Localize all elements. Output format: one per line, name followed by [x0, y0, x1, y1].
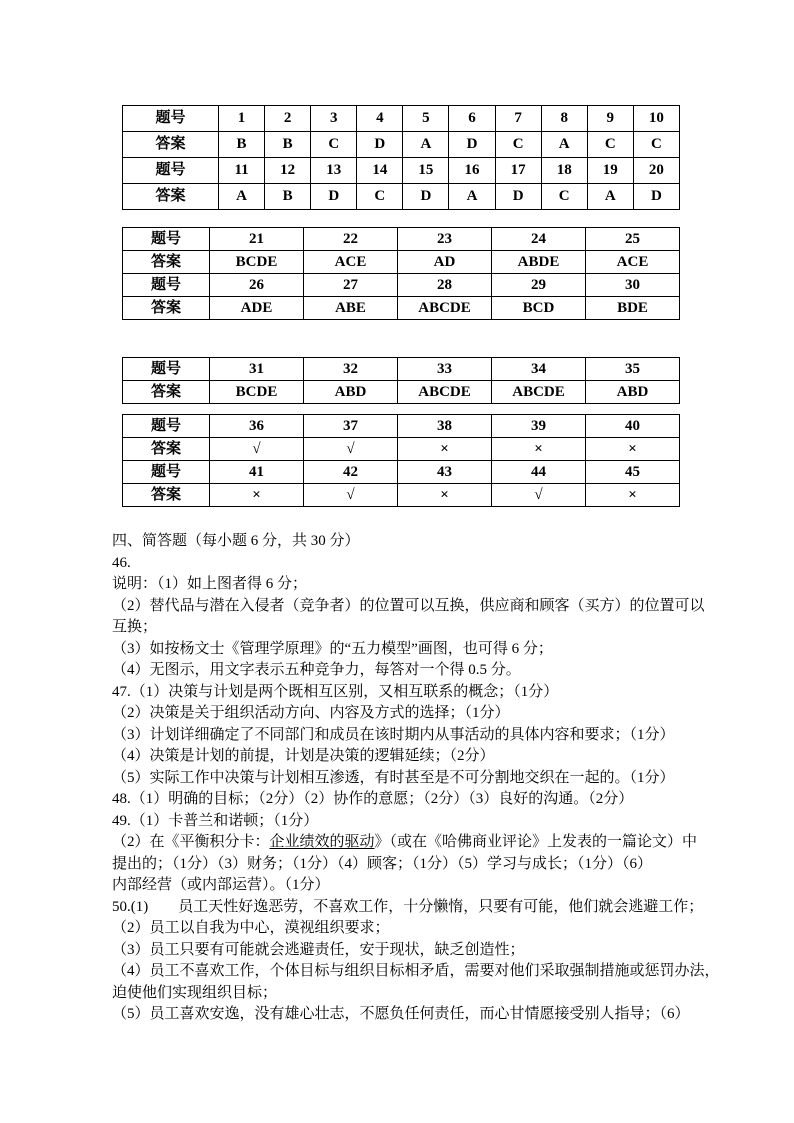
answer-cell: 31: [210, 358, 304, 381]
answer-cell: ×: [586, 484, 680, 507]
answer-table-4: [122, 414, 680, 507]
row-label: 题号: [123, 158, 219, 184]
short-answer-section: [112, 531, 720, 1026]
answer-cell: 14: [357, 158, 403, 184]
answer-tables-area: [122, 105, 680, 507]
answer-cell: D: [357, 132, 403, 158]
answer-line: （3）计划详细确定了不同部门和成员在该时期内从事活动的具体内容和要求；（1分）: [112, 726, 675, 743]
answer-cell: 44: [492, 461, 586, 484]
answer-cell: ×: [398, 484, 492, 507]
row-label: 答案: [123, 438, 210, 461]
answer-cell: 9: [587, 106, 633, 132]
answer-line: （5）实际工作中决策与计划相互渗透，有时甚至是不可分割地交织在一起的。（1分）: [112, 769, 675, 786]
table-row: [123, 461, 680, 484]
answer-cell: BCDE: [210, 381, 304, 404]
table-row: [123, 251, 680, 274]
answer-cell: 23: [398, 228, 492, 251]
answer-cell: D: [311, 184, 357, 210]
answer-cell: C: [587, 132, 633, 158]
answer-cell: 13: [311, 158, 357, 184]
answer-table-3: [122, 357, 680, 404]
answer-cell: 17: [495, 158, 541, 184]
answer-cell: C: [311, 132, 357, 158]
answer-cell: 33: [398, 358, 492, 381]
section-heading: 四、简答题（每小题 6 分，共 30 分）: [112, 533, 360, 549]
answer-line: 说明：（1）如上图者得 6 分；: [112, 576, 308, 592]
table-row: [123, 184, 680, 210]
row-label: 题号: [123, 228, 210, 251]
answer-line: [112, 832, 698, 854]
answer-cell: ×: [210, 484, 304, 507]
answer-line: （4）员工不喜欢工作，个体目标与组织目标相矛盾，需要对他们采取强制措施或惩罚办法，: [112, 963, 720, 979]
answer-cell: BDE: [586, 297, 680, 320]
answer-line: （4）无图示，用文字表示五种竞争力，每答对一个得 0.5 分。: [112, 662, 521, 678]
answer-cell: D: [633, 184, 679, 210]
answer-cell: ACE: [586, 251, 680, 274]
answer-cell: ×: [398, 438, 492, 461]
answer-line: 46.: [112, 554, 131, 571]
underlined-book-title: 企业绩效的驱动: [269, 834, 375, 850]
answer-line: 47.（1）决策与计划是两个既相互区别，又相互联系的概念；（1分）: [112, 683, 559, 700]
answer-cell: 16: [449, 158, 495, 184]
answer-cell: 12: [265, 158, 311, 184]
row-label: 题号: [123, 461, 210, 484]
answer-cell: A: [403, 132, 449, 158]
answer-cell: D: [403, 184, 449, 210]
answer-line: 迫使他们实现组织目标；: [112, 984, 278, 1001]
answer-cell: C: [541, 184, 587, 210]
row-label: 答案: [123, 184, 219, 210]
answer-cell: 39: [492, 415, 586, 438]
table-row: [123, 381, 680, 404]
answer-line: 互换；: [112, 619, 158, 635]
answer-cell: ABE: [304, 297, 398, 320]
answer-cell: 40: [586, 415, 680, 438]
answer-line: （3）如按杨文士《管理学原理》的“五力模型”画图，也可得 6 分；: [112, 640, 553, 657]
table-row: [123, 438, 680, 461]
answer-cell: 30: [586, 274, 680, 297]
answer-cell: 43: [398, 461, 492, 484]
answer-cell: ABD: [304, 381, 398, 404]
answer-cell: A: [541, 132, 587, 158]
answer-cell: 24: [492, 228, 586, 251]
row-label: 题号: [123, 274, 210, 297]
answer-line: 内部经营（或内部运营）。（1分）: [112, 877, 330, 893]
answer-cell: 38: [398, 415, 492, 438]
answer-line: 48.（1）明确的目标；（2分）（2）协作的意愿；（2分）（3）良好的沟通。（2分）: [112, 791, 634, 807]
row-label: 答案: [123, 484, 210, 507]
answer-cell: 25: [586, 228, 680, 251]
answer-cell: ×: [492, 438, 586, 461]
table-row: [123, 274, 680, 297]
table-row: [123, 228, 680, 251]
answer-cell: 27: [304, 274, 398, 297]
answer-cell: √: [304, 484, 398, 507]
answer-line: 49.（1）卡普兰和诺顿；（1分）: [112, 812, 319, 829]
row-label: 题号: [123, 106, 219, 132]
answer-cell: ABCDE: [398, 381, 492, 404]
answer-cell: B: [265, 132, 311, 158]
answer-cell: 42: [304, 461, 398, 484]
answer-cell: 3: [311, 106, 357, 132]
answer-cell: AD: [398, 251, 492, 274]
answer-cell: D: [449, 132, 495, 158]
answer-cell: 21: [210, 228, 304, 251]
answer-cell: 29: [492, 274, 586, 297]
line-text: （2）在《平衡积分卡：: [112, 834, 270, 850]
answer-cell: 7: [495, 106, 541, 132]
table-row: [123, 158, 680, 184]
row-label: 答案: [123, 132, 219, 158]
answer-cell: C: [633, 132, 679, 158]
table-row: [123, 106, 680, 132]
answer-cell: 45: [586, 461, 680, 484]
answer-cell: 10: [633, 106, 679, 132]
answer-cell: ABCDE: [492, 381, 586, 404]
answer-cell: ACE: [304, 251, 398, 274]
answer-cell: 36: [210, 415, 304, 438]
answer-cell: C: [357, 184, 403, 210]
answer-cell: 6: [449, 106, 495, 132]
answer-cell: 18: [541, 158, 587, 184]
answer-cell: 34: [492, 358, 586, 381]
line-text: 》（或在《哈佛商业评论》上发表的一篇论文）中: [374, 834, 698, 850]
answer-line: 50.(1) 员工天性好逸恶劳，不喜欢工作，十分懒惰，只要有可能，他们就会逃避工作；: [112, 898, 704, 915]
answer-cell: A: [449, 184, 495, 210]
table-row: [123, 132, 680, 158]
answer-table-2: [122, 227, 680, 320]
answer-cell: BCDE: [210, 251, 304, 274]
answer-cell: 35: [586, 358, 680, 381]
row-label: 答案: [123, 251, 210, 274]
answer-cell: 15: [403, 158, 449, 184]
answer-cell: 28: [398, 274, 492, 297]
table-row: [123, 415, 680, 438]
answer-cell: √: [304, 438, 398, 461]
answer-table-1: [122, 105, 680, 210]
answer-line: 提出的；（1分）（3）财务；（1分）（4）顾客；（1分）（5）学习与成长；（1分）（6）: [112, 855, 653, 872]
answer-cell: ABDE: [492, 251, 586, 274]
answer-lines: [112, 553, 720, 1026]
answer-cell: 20: [633, 158, 679, 184]
answer-cell: 11: [219, 158, 265, 184]
answer-line: （2）决策是关于组织活动方向、内容及方式的选择；（1分）: [112, 705, 510, 721]
answer-cell: D: [495, 184, 541, 210]
answer-cell: 19: [587, 158, 633, 184]
row-label: 题号: [123, 358, 210, 381]
answer-cell: A: [587, 184, 633, 210]
answer-cell: 26: [210, 274, 304, 297]
answer-cell: ×: [586, 438, 680, 461]
answer-cell: 5: [403, 106, 449, 132]
answer-line: （2）员工以自我为中心，漠视组织要求；: [112, 920, 390, 936]
answer-cell: B: [265, 184, 311, 210]
answer-cell: 2: [265, 106, 311, 132]
answer-cell: 37: [304, 415, 398, 438]
answer-cell: C: [495, 132, 541, 158]
answer-cell: BCD: [492, 297, 586, 320]
answer-line: （5）员工喜欢安逸，没有雄心壮志，不愿负任何责任，而心甘情愿接受别人指导；（6）: [112, 1006, 690, 1022]
answer-cell: √: [210, 438, 304, 461]
answer-cell: √: [492, 484, 586, 507]
table-row: [123, 297, 680, 320]
answer-line: （4）决策是计划的前提，计划是决策的逻辑延续；（2分）: [112, 748, 495, 764]
answer-cell: B: [219, 132, 265, 158]
answer-cell: 22: [304, 228, 398, 251]
table-row: [123, 358, 680, 381]
answer-cell: A: [219, 184, 265, 210]
answer-cell: ABCDE: [398, 297, 492, 320]
row-label: 答案: [123, 297, 210, 320]
answer-cell: 8: [541, 106, 587, 132]
table-row: [123, 484, 680, 507]
answer-cell: 4: [357, 106, 403, 132]
answer-cell: 32: [304, 358, 398, 381]
answer-cell: 41: [210, 461, 304, 484]
answer-line: （3）员工只要有可能就会逃避责任，安于现状，缺乏创造性；: [112, 941, 525, 958]
row-label: 题号: [123, 415, 210, 438]
answer-cell: 1: [219, 106, 265, 132]
answer-line: （2）替代品与潜在入侵者（竞争者）的位置可以互换，供应商和顾客（买方）的位置可以: [112, 597, 705, 614]
answer-cell: ADE: [210, 297, 304, 320]
row-label: 答案: [123, 381, 210, 404]
answer-cell: ABD: [586, 381, 680, 404]
